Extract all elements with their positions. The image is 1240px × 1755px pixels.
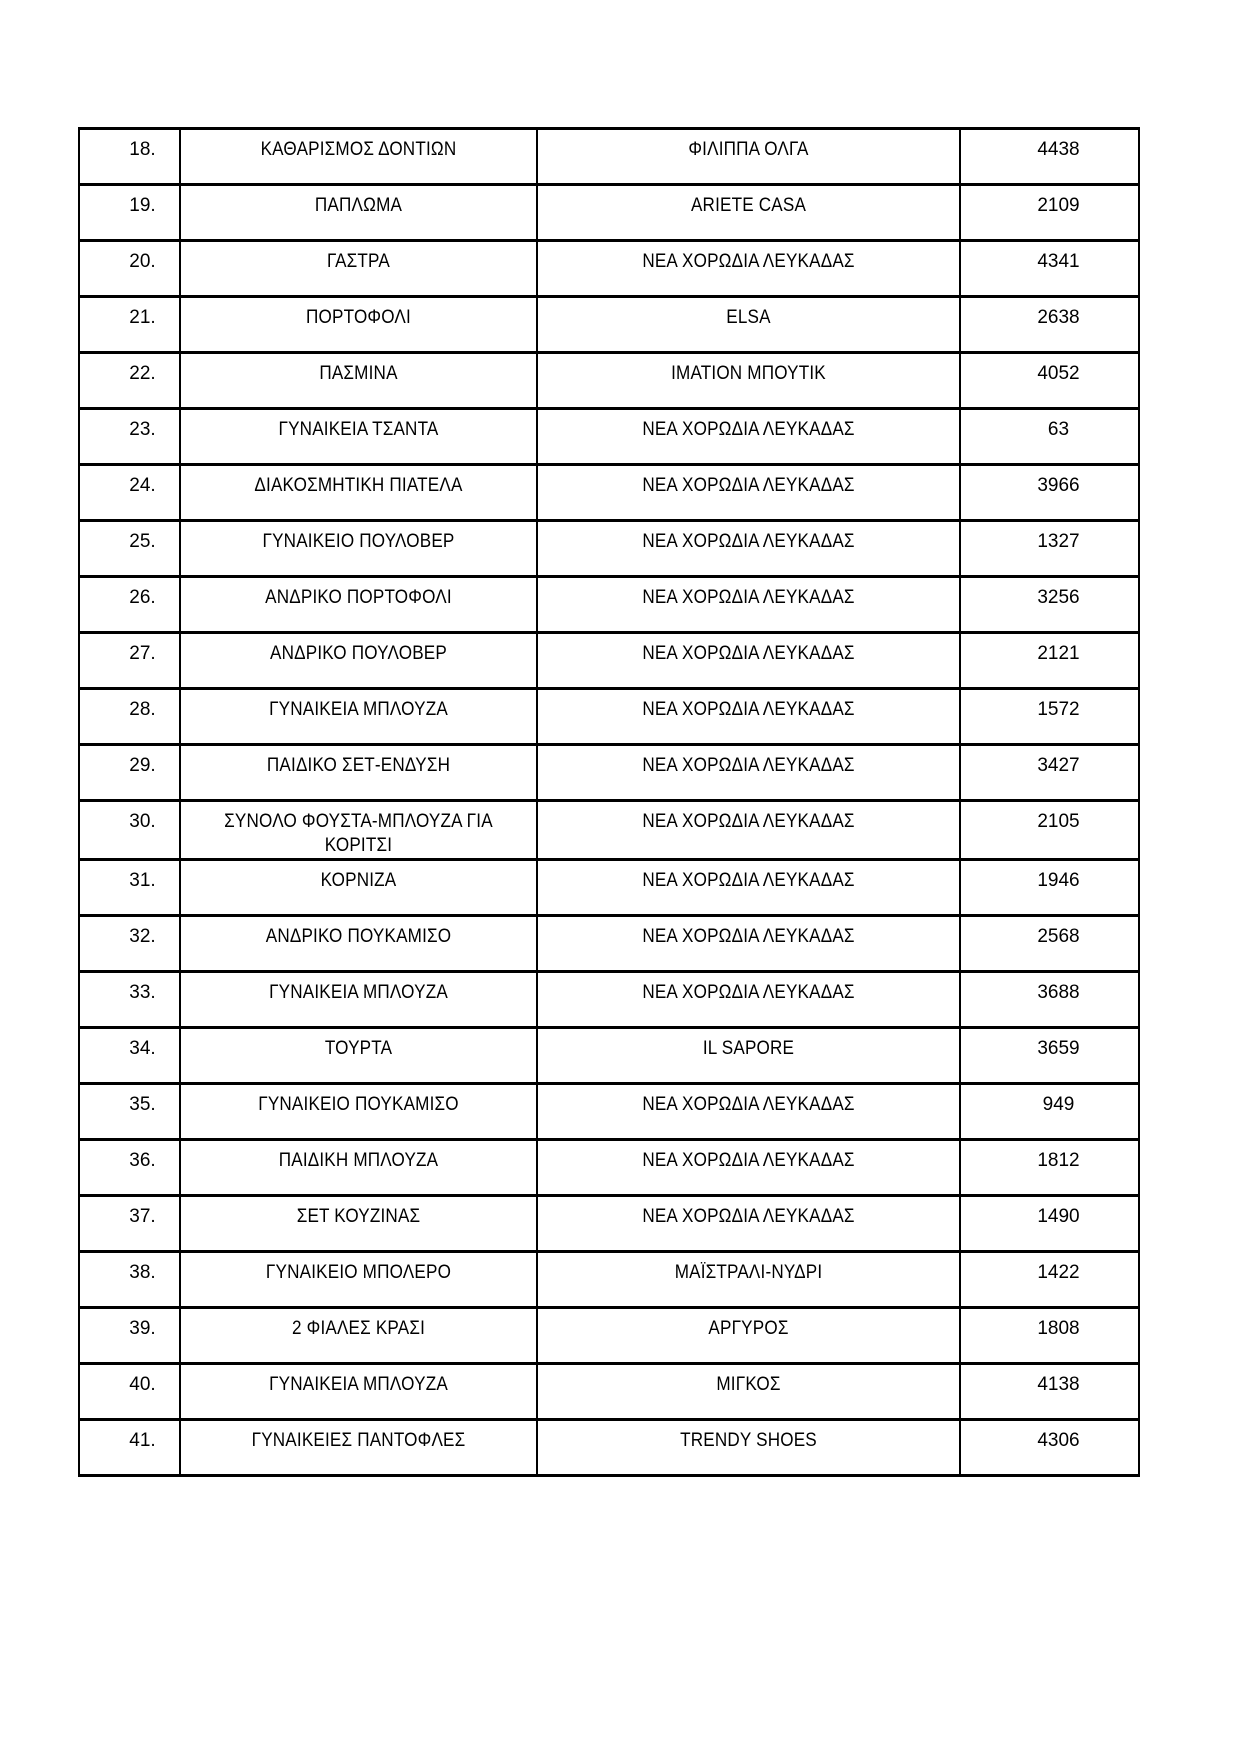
code-text: 2638 bbox=[1037, 307, 1080, 328]
item-cell bbox=[180, 1139, 537, 1195]
donor-cell bbox=[537, 297, 960, 353]
row-number-cell bbox=[79, 521, 180, 577]
item-cell bbox=[180, 129, 537, 185]
item-text: ΑΝΔΡΙΚΟ ΠΟΥΛΟΒΕΡ bbox=[270, 643, 447, 664]
code-text: 949 bbox=[1042, 1093, 1075, 1115]
code-text: 4052 bbox=[1037, 363, 1080, 384]
item-cell bbox=[180, 465, 537, 521]
row-number-cell bbox=[79, 689, 180, 745]
item-cell bbox=[180, 1363, 537, 1419]
row-number-text: 36. bbox=[129, 1149, 156, 1171]
item-text: ΓΑΣΤΡΑ bbox=[327, 251, 390, 272]
donor-cell bbox=[537, 1027, 960, 1083]
row-number-text: 31. bbox=[129, 869, 156, 891]
prize-table bbox=[78, 127, 1140, 1477]
item-cell bbox=[180, 409, 537, 465]
item-text: ΣΥΝΟΛΟ ΦΟΥΣΤΑ-ΜΠΛΟΥΖΑ ΓΙΑ ΚΟΡΙΤΣΙ bbox=[224, 811, 493, 856]
donor-text: IMATION ΜΠΟΥΤΙΚ bbox=[671, 363, 826, 384]
item-cell bbox=[180, 689, 537, 745]
row-number-text: 18. bbox=[129, 139, 156, 160]
donor-text: ELSA bbox=[726, 307, 771, 328]
donor-cell bbox=[537, 971, 960, 1027]
donor-cell bbox=[537, 521, 960, 577]
code-cell bbox=[960, 409, 1139, 465]
row-number-cell bbox=[79, 1251, 180, 1307]
code-text: 1946 bbox=[1037, 869, 1080, 891]
donor-text: ΝΕΑ ΧΟΡΩΔΙΑ ΛΕΥΚΑΔΑΣ bbox=[642, 811, 855, 832]
donor-cell bbox=[537, 801, 960, 860]
table-row bbox=[79, 241, 1139, 297]
donor-cell bbox=[537, 1307, 960, 1363]
row-number-cell bbox=[79, 1139, 180, 1195]
table-row bbox=[79, 1139, 1139, 1195]
row-number-text: 28. bbox=[129, 699, 156, 720]
donor-text: ΝΕΑ ΧΟΡΩΔΙΑ ΛΕΥΚΑΔΑΣ bbox=[642, 1093, 855, 1115]
item-cell bbox=[180, 801, 537, 860]
code-text: 1572 bbox=[1037, 699, 1080, 720]
donor-cell bbox=[537, 185, 960, 241]
donor-cell bbox=[537, 1195, 960, 1251]
item-text: ΑΝΔΡΙΚΟ ΠΟΡΤΟΦΟΛΙ bbox=[265, 587, 452, 608]
row-number-text: 34. bbox=[129, 1037, 156, 1059]
code-text: 1327 bbox=[1037, 531, 1080, 552]
table-row bbox=[79, 745, 1139, 801]
row-number-cell bbox=[79, 1307, 180, 1363]
item-text: ΠΑΙΔΙΚΗ ΜΠΛΟΥΖΑ bbox=[278, 1149, 439, 1171]
row-number-cell bbox=[79, 297, 180, 353]
code-cell bbox=[960, 689, 1139, 745]
code-text: 2105 bbox=[1037, 811, 1080, 832]
item-text: ΠΟΡΤΟΦΟΛΙ bbox=[306, 307, 411, 328]
row-number-cell bbox=[79, 353, 180, 409]
donor-cell bbox=[537, 409, 960, 465]
row-number-cell bbox=[79, 577, 180, 633]
item-cell bbox=[180, 859, 537, 915]
table-row bbox=[79, 1083, 1139, 1139]
item-cell bbox=[180, 971, 537, 1027]
code-cell bbox=[960, 185, 1139, 241]
donor-text: ΝΕΑ ΧΟΡΩΔΙΑ ΛΕΥΚΑΔΑΣ bbox=[642, 475, 855, 496]
code-text: 4341 bbox=[1037, 251, 1080, 272]
item-cell bbox=[180, 241, 537, 297]
code-text: 3688 bbox=[1037, 981, 1080, 1003]
item-cell bbox=[180, 577, 537, 633]
row-number-text: 40. bbox=[129, 1373, 156, 1395]
table-row bbox=[79, 1251, 1139, 1307]
donor-text: ΝΕΑ ΧΟΡΩΔΙΑ ΛΕΥΚΑΔΑΣ bbox=[642, 643, 855, 664]
row-number-text: 39. bbox=[129, 1317, 156, 1339]
code-text: 1808 bbox=[1037, 1317, 1080, 1339]
row-number-text: 23. bbox=[129, 419, 156, 440]
code-cell bbox=[960, 1195, 1139, 1251]
table-row bbox=[79, 1027, 1139, 1083]
row-number-text: 38. bbox=[129, 1261, 156, 1283]
table-row bbox=[79, 689, 1139, 745]
donor-text: ΜΑΪΣΤΡΑΛΙ-ΝΥΔΡΙ bbox=[674, 1261, 823, 1283]
code-cell bbox=[960, 971, 1139, 1027]
item-text: ΑΝΔΡΙΚΟ ΠΟΥΚΑΜΙΣΟ bbox=[265, 925, 452, 947]
row-number-cell bbox=[79, 185, 180, 241]
table-row bbox=[79, 1363, 1139, 1419]
item-cell bbox=[180, 1307, 537, 1363]
row-number-text: 26. bbox=[129, 587, 156, 608]
item-text: ΓΥΝΑΙΚΕΙΟ ΠΟΥΚΑΜΙΣΟ bbox=[258, 1093, 459, 1115]
row-number-text: 29. bbox=[129, 755, 156, 776]
table-row bbox=[79, 297, 1139, 353]
item-text: ΣΕΤ ΚΟΥΖΙΝΑΣ bbox=[296, 1205, 421, 1227]
code-cell bbox=[960, 129, 1139, 185]
code-cell bbox=[960, 1139, 1139, 1195]
item-text: ΓΥΝΑΙΚΕΙΑ ΜΠΛΟΥΖΑ bbox=[269, 981, 448, 1003]
code-cell bbox=[960, 1419, 1139, 1475]
donor-cell bbox=[537, 915, 960, 971]
code-text: 63 bbox=[1047, 419, 1070, 440]
code-text: 3256 bbox=[1037, 587, 1080, 608]
donor-cell bbox=[537, 1139, 960, 1195]
code-cell bbox=[960, 801, 1139, 860]
donor-cell bbox=[537, 577, 960, 633]
donor-text: ΝΕΑ ΧΟΡΩΔΙΑ ΛΕΥΚΑΔΑΣ bbox=[642, 981, 855, 1003]
code-cell bbox=[960, 577, 1139, 633]
donor-text: ΝΕΑ ΧΟΡΩΔΙΑ ΛΕΥΚΑΔΑΣ bbox=[642, 251, 855, 272]
code-cell bbox=[960, 353, 1139, 409]
donor-text: ARIETE CASA bbox=[690, 195, 807, 216]
code-text: 2109 bbox=[1037, 195, 1080, 216]
code-cell bbox=[960, 1083, 1139, 1139]
row-number-cell bbox=[79, 465, 180, 521]
donor-cell bbox=[537, 633, 960, 689]
code-cell bbox=[960, 1307, 1139, 1363]
row-number-cell bbox=[79, 1195, 180, 1251]
item-text: ΓΥΝΑΙΚΕΙΟ ΠΟΥΛΟΒΕΡ bbox=[262, 531, 455, 552]
row-number-text: 30. bbox=[129, 811, 156, 832]
donor-text: ΦΙΛΙΠΠΑ ΟΛΓΑ bbox=[688, 139, 809, 160]
table-row bbox=[79, 353, 1139, 409]
row-number-text: 41. bbox=[129, 1429, 156, 1451]
code-cell bbox=[960, 633, 1139, 689]
code-text: 3966 bbox=[1037, 475, 1080, 496]
donor-text: ΝΕΑ ΧΟΡΩΔΙΑ ΛΕΥΚΑΔΑΣ bbox=[642, 755, 855, 776]
row-number-text: 32. bbox=[129, 925, 156, 947]
row-number-cell bbox=[79, 1027, 180, 1083]
donor-text: ΝΕΑ ΧΟΡΩΔΙΑ ΛΕΥΚΑΔΑΣ bbox=[642, 1205, 855, 1227]
item-cell bbox=[180, 1027, 537, 1083]
row-number-cell bbox=[79, 745, 180, 801]
item-cell bbox=[180, 185, 537, 241]
donor-text: ΝΕΑ ΧΟΡΩΔΙΑ ΛΕΥΚΑΔΑΣ bbox=[642, 531, 855, 552]
donor-text: ΝΕΑ ΧΟΡΩΔΙΑ ΛΕΥΚΑΔΑΣ bbox=[642, 925, 855, 947]
item-text: ΚΑΘΑΡΙΣΜΟΣ ΔΟΝΤΙΩΝ bbox=[260, 139, 457, 160]
table-row bbox=[79, 971, 1139, 1027]
row-number-cell bbox=[79, 241, 180, 297]
donor-text: ΜΙΓΚΟΣ bbox=[716, 1373, 781, 1395]
table-row bbox=[79, 409, 1139, 465]
donor-text: ΝΕΑ ΧΟΡΩΔΙΑ ΛΕΥΚΑΔΑΣ bbox=[642, 587, 855, 608]
item-text: ΠΑΠΛΩΜΑ bbox=[314, 195, 403, 216]
table-row bbox=[79, 185, 1139, 241]
item-text: ΓΥΝΑΙΚΕΙΑ ΜΠΛΟΥΖΑ bbox=[269, 699, 448, 720]
code-cell bbox=[960, 297, 1139, 353]
row-number-text: 21. bbox=[129, 307, 156, 328]
item-cell bbox=[180, 521, 537, 577]
item-text: ΤΟΥΡΤΑ bbox=[324, 1037, 393, 1059]
row-number-cell bbox=[79, 409, 180, 465]
code-cell bbox=[960, 1363, 1139, 1419]
code-cell bbox=[960, 1027, 1139, 1083]
code-cell bbox=[960, 859, 1139, 915]
row-number-text: 22. bbox=[129, 363, 156, 384]
donor-text: ΑΡΓΥΡΟΣ bbox=[708, 1317, 789, 1339]
row-number-text: 35. bbox=[129, 1093, 156, 1115]
row-number-cell bbox=[79, 859, 180, 915]
row-number-cell bbox=[79, 129, 180, 185]
item-cell bbox=[180, 633, 537, 689]
donor-cell bbox=[537, 241, 960, 297]
table-row bbox=[79, 1195, 1139, 1251]
item-cell bbox=[180, 297, 537, 353]
donor-cell bbox=[537, 1363, 960, 1419]
row-number-cell bbox=[79, 1419, 180, 1475]
donor-cell bbox=[537, 689, 960, 745]
donor-cell bbox=[537, 353, 960, 409]
item-cell bbox=[180, 915, 537, 971]
row-number-cell bbox=[79, 1363, 180, 1419]
code-cell bbox=[960, 241, 1139, 297]
code-text: 3659 bbox=[1037, 1037, 1080, 1059]
item-cell bbox=[180, 1251, 537, 1307]
table-row bbox=[79, 1307, 1139, 1363]
item-cell bbox=[180, 353, 537, 409]
code-cell bbox=[960, 1251, 1139, 1307]
item-text: 2 ΦΙΑΛΕΣ ΚΡΑΣΙ bbox=[291, 1317, 426, 1339]
donor-cell bbox=[537, 745, 960, 801]
code-text: 1490 bbox=[1037, 1205, 1080, 1227]
item-text: ΓΥΝΑΙΚΕΙΕΣ ΠΑΝΤΟΦΛΕΣ bbox=[251, 1429, 466, 1451]
row-number-cell bbox=[79, 801, 180, 860]
donor-text: ΝΕΑ ΧΟΡΩΔΙΑ ΛΕΥΚΑΔΑΣ bbox=[642, 419, 855, 440]
table-row bbox=[79, 577, 1139, 633]
donor-text: ΝΕΑ ΧΟΡΩΔΙΑ ΛΕΥΚΑΔΑΣ bbox=[642, 1149, 855, 1171]
row-number-text: 24. bbox=[129, 475, 156, 496]
row-number-text: 25. bbox=[129, 531, 156, 552]
donor-cell bbox=[537, 1419, 960, 1475]
table-row bbox=[79, 1419, 1139, 1475]
donor-text: TRENDY SHOES bbox=[680, 1429, 817, 1451]
row-number-text: 19. bbox=[129, 195, 156, 216]
row-number-cell bbox=[79, 971, 180, 1027]
donor-cell bbox=[537, 1251, 960, 1307]
table-row bbox=[79, 633, 1139, 689]
donor-cell bbox=[537, 129, 960, 185]
code-text: 3427 bbox=[1037, 755, 1080, 776]
item-text: ΠΑΙΔΙΚΟ ΣΕΤ-ΕΝΔΥΣΗ bbox=[266, 755, 451, 776]
item-cell bbox=[180, 745, 537, 801]
table-row bbox=[79, 129, 1139, 185]
code-cell bbox=[960, 745, 1139, 801]
code-text: 1422 bbox=[1037, 1261, 1080, 1283]
donor-cell bbox=[537, 859, 960, 915]
donor-cell bbox=[537, 465, 960, 521]
item-cell bbox=[180, 1419, 537, 1475]
item-cell bbox=[180, 1083, 537, 1139]
item-text: ΓΥΝΑΙΚΕΙΟ ΜΠΟΛΕΡΟ bbox=[265, 1261, 452, 1283]
donor-cell bbox=[537, 1083, 960, 1139]
code-cell bbox=[960, 465, 1139, 521]
code-cell bbox=[960, 915, 1139, 971]
code-text: 4438 bbox=[1037, 139, 1080, 160]
table-row bbox=[79, 465, 1139, 521]
row-number-text: 37. bbox=[129, 1205, 156, 1227]
item-text: ΚΟΡΝΙΖΑ bbox=[320, 869, 397, 891]
item-text: ΔΙΑΚΟΣΜΗΤΙΚΗ ΠΙΑΤΕΛΑ bbox=[254, 475, 463, 496]
table-row bbox=[79, 521, 1139, 577]
code-text: 1812 bbox=[1037, 1149, 1080, 1171]
table-row bbox=[79, 859, 1139, 915]
row-number-text: 33. bbox=[129, 981, 156, 1003]
row-number-text: 27. bbox=[129, 643, 156, 664]
code-text: 4138 bbox=[1037, 1373, 1080, 1395]
row-number-cell bbox=[79, 915, 180, 971]
code-text: 2121 bbox=[1037, 643, 1080, 664]
donor-text: IL SAPORE bbox=[702, 1037, 795, 1059]
code-cell bbox=[960, 521, 1139, 577]
table-row bbox=[79, 801, 1139, 860]
table-body bbox=[79, 129, 1139, 1476]
item-cell bbox=[180, 1195, 537, 1251]
item-text: ΠΑΣΜΙΝΑ bbox=[319, 363, 398, 384]
item-text: ΓΥΝΑΙΚΕΙΑ ΜΠΛΟΥΖΑ bbox=[269, 1373, 448, 1395]
row-number-cell bbox=[79, 1083, 180, 1139]
donor-text: ΝΕΑ ΧΟΡΩΔΙΑ ΛΕΥΚΑΔΑΣ bbox=[642, 699, 855, 720]
table-row bbox=[79, 915, 1139, 971]
donor-text: ΝΕΑ ΧΟΡΩΔΙΑ ΛΕΥΚΑΔΑΣ bbox=[642, 869, 855, 891]
row-number-cell bbox=[79, 633, 180, 689]
code-text: 2568 bbox=[1037, 925, 1080, 947]
item-text: ΓΥΝΑΙΚΕΙΑ ΤΣΑΝΤΑ bbox=[278, 419, 439, 440]
row-number-text: 20. bbox=[129, 251, 156, 272]
code-text: 4306 bbox=[1037, 1429, 1080, 1451]
